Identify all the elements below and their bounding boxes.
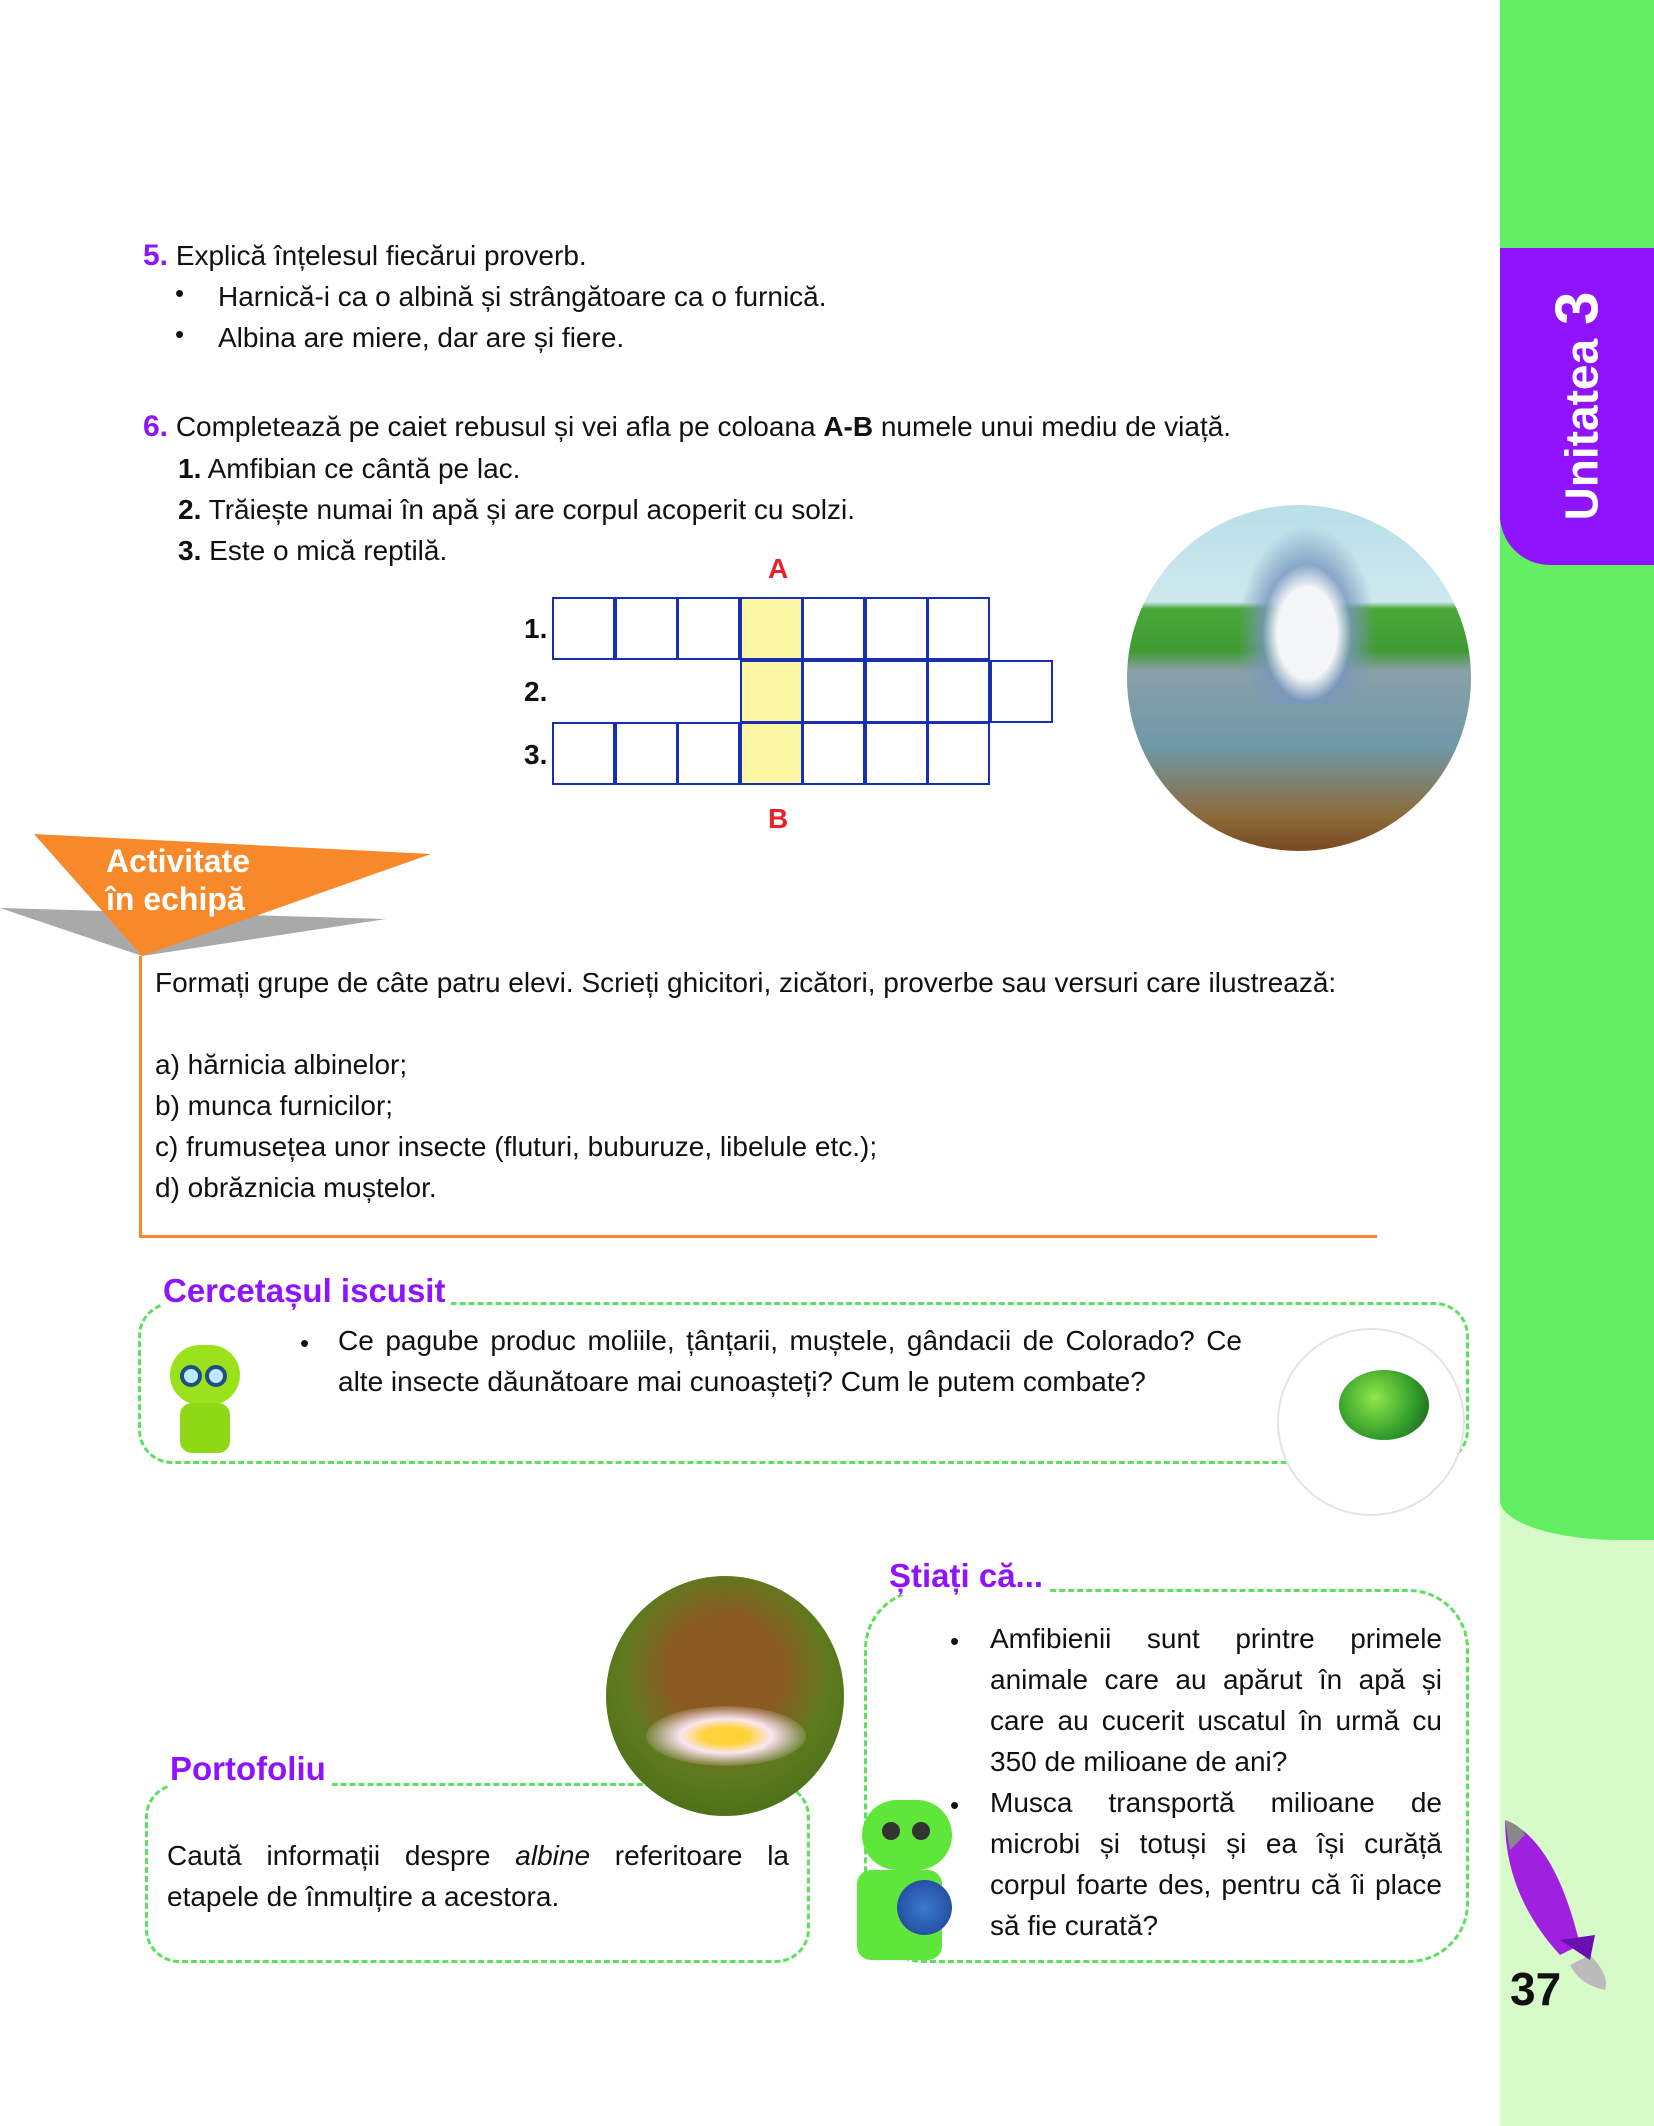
clue-1 bbox=[178, 448, 520, 489]
q6-number: 6. bbox=[143, 410, 169, 443]
crossword-label-a: A bbox=[768, 553, 789, 584]
portfolio-title: Portofoliu bbox=[170, 1750, 332, 1788]
portfolio-italic: albine bbox=[515, 1840, 591, 1871]
q6-bold: A-B bbox=[823, 411, 874, 442]
crossword-cell bbox=[927, 660, 990, 723]
activity-intro: Formați grupe de câte patru elevi. Scrieți ghicitori, zicători, proverbe sau versuri care ilustrează: bbox=[155, 967, 1337, 998]
did-you-know-title: Știați că... bbox=[889, 1557, 1049, 1595]
researcher-title: Cercetașul iscusit bbox=[163, 1272, 451, 1310]
q5-bullet: Harnică-i ca o albină și strângătoare ca o furnică. bbox=[218, 281, 827, 312]
row-label: 2. bbox=[524, 676, 548, 707]
clue-text: Este o mică reptilă. bbox=[209, 535, 448, 566]
crossword-cell bbox=[740, 660, 803, 723]
portfolio-text-part: referitoare la etapele de înmulțire a acestora. bbox=[167, 1840, 789, 1912]
activity-badge-text bbox=[106, 842, 250, 918]
badge-line: Activitate bbox=[106, 843, 251, 879]
activity-border-bottom bbox=[139, 1235, 1377, 1238]
crossword-cell bbox=[552, 597, 615, 660]
q6-text: Completează pe caiet rebusul și vei afla pe coloana bbox=[175, 411, 824, 442]
q5-number: 5. bbox=[143, 239, 169, 272]
badge-line: în echipă bbox=[106, 881, 245, 917]
beetle-photo bbox=[1277, 1328, 1465, 1516]
activity-item: b) munca furnicilor; bbox=[155, 1090, 394, 1121]
activity-item: a) hărnicia albinelor; bbox=[155, 1049, 408, 1080]
q5-bullet: Albina are miere, dar are și fiere. bbox=[218, 322, 625, 353]
row-label: 1. bbox=[524, 613, 548, 644]
crossword-cell bbox=[740, 722, 803, 785]
sidebar-green-band bbox=[1500, 0, 1654, 1540]
clue-text: Trăiește numai în apă și are corpul acoperit cu solzi. bbox=[208, 494, 856, 525]
bird-shape bbox=[1237, 525, 1377, 705]
portfolio-text bbox=[167, 1835, 789, 1917]
q5-text: Explică înțelesul fiecărui proverb. bbox=[175, 240, 587, 271]
crossword-cell bbox=[927, 722, 990, 785]
crossword-cell bbox=[615, 597, 678, 660]
bullet-icon: • bbox=[300, 1328, 310, 1358]
bird-photo bbox=[1127, 505, 1471, 851]
clue-number: 2. bbox=[178, 494, 202, 525]
crossword-cell bbox=[677, 597, 740, 660]
bullet-icon: • bbox=[175, 278, 185, 308]
crossword-cell bbox=[740, 597, 803, 660]
crossword-cell bbox=[552, 722, 615, 785]
row-label: 3. bbox=[524, 739, 548, 770]
q5-prompt bbox=[143, 235, 587, 276]
did-you-know-item: Musca transportă milioane de microbi și totuși și ea își curăță corpul foarte des, pentru că îi place să fie curată? bbox=[990, 1787, 1442, 1941]
crossword-grid bbox=[552, 597, 1052, 789]
flower-shape bbox=[646, 1706, 806, 1766]
crossword-cell bbox=[802, 722, 865, 785]
unit-label-text: Unitatea bbox=[1555, 338, 1608, 521]
crossword-label-b: B bbox=[768, 803, 789, 834]
bullet-icon: • bbox=[950, 1626, 960, 1656]
activity-item: c) frumusețea unor insecte (fluturi, buburuze, libelule etc.); bbox=[155, 1131, 878, 1162]
unit-number: 3 bbox=[1543, 291, 1611, 325]
page-number: 37 bbox=[1510, 1963, 1562, 2015]
clue-text: Amfibian ce cântă pe lac. bbox=[207, 453, 521, 484]
crossword-cell bbox=[615, 722, 678, 785]
portfolio-text-part: Caută informații despre bbox=[167, 1840, 516, 1871]
crossword-cell bbox=[865, 722, 928, 785]
crossword-cell bbox=[802, 597, 865, 660]
bullet-icon: • bbox=[950, 1790, 960, 1820]
crossword-cell bbox=[865, 660, 928, 723]
bullet-icon: • bbox=[175, 319, 185, 349]
crossword-cell bbox=[677, 722, 740, 785]
did-you-know-item: Amfibienii sunt printre primele animale care au apărut în apă și care au cucerit uscatul în urmă cu 350 de milioane de ani? bbox=[990, 1623, 1442, 1777]
bee-photo bbox=[606, 1576, 844, 1816]
clue-3 bbox=[178, 530, 447, 571]
robot-mascot-icon bbox=[145, 1325, 255, 1463]
clue-number: 3. bbox=[178, 535, 202, 566]
beetle-shape bbox=[1339, 1370, 1429, 1440]
clue-2 bbox=[178, 489, 855, 530]
researcher-text: Ce pagube produc moliile, țânțarii, muștele, gândacii de Colorado? Ce alte insecte dăunătoare mai cunoașteți? Cum le putem combate? bbox=[338, 1325, 1242, 1397]
activity-border-left bbox=[139, 956, 142, 1238]
crossword-cell bbox=[865, 597, 928, 660]
q6-text: numele unui mediu de viață. bbox=[873, 411, 1232, 442]
q6-prompt bbox=[143, 406, 1231, 447]
robot-globe-icon bbox=[847, 1800, 967, 1962]
unit-label bbox=[1543, 292, 1612, 521]
crossword-cell bbox=[802, 660, 865, 723]
crossword-cell bbox=[990, 660, 1053, 723]
clue-number: 1. bbox=[178, 453, 202, 484]
crossword-cell bbox=[927, 597, 990, 660]
activity-item: d) obrăznicia muștelor. bbox=[155, 1172, 437, 1203]
